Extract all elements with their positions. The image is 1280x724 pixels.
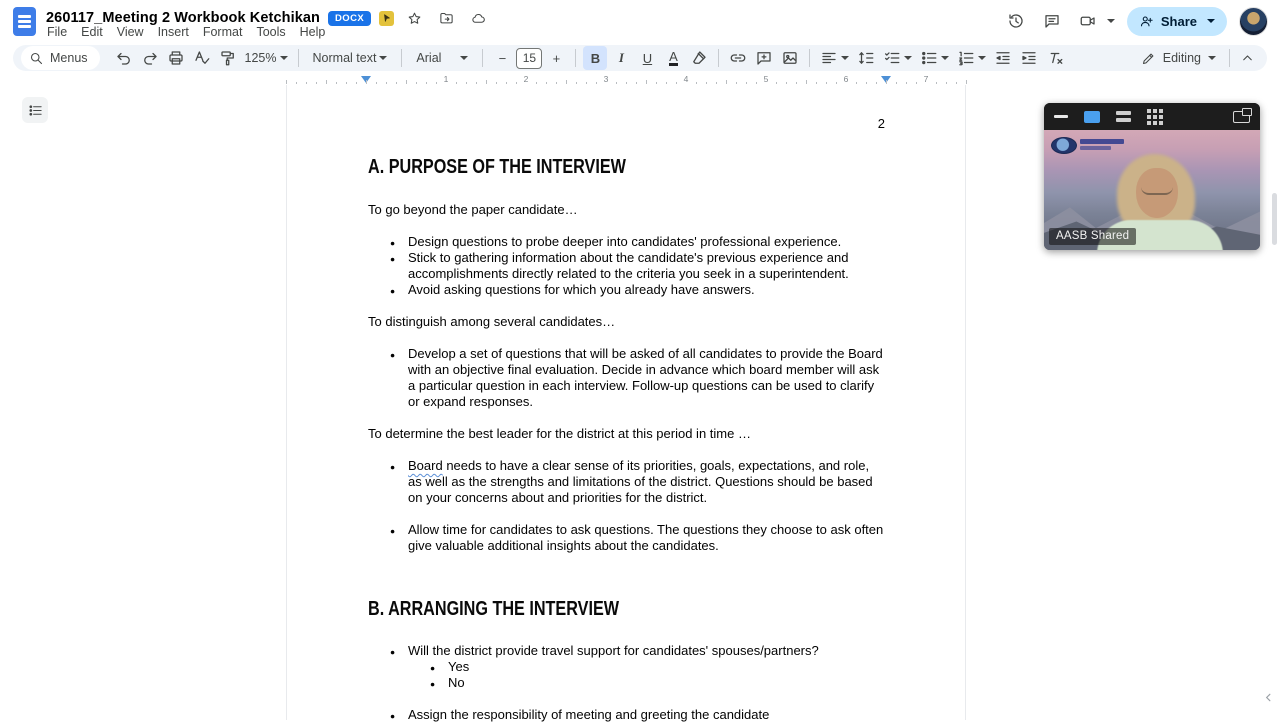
star-icon[interactable] (402, 6, 426, 30)
undo-button[interactable] (112, 46, 136, 70)
meet-video-icon[interactable] (1073, 6, 1103, 36)
version-history-icon[interactable] (1001, 6, 1031, 36)
ruler-number: 1 (443, 74, 449, 84)
video-call-overlay[interactable] (1044, 103, 1260, 250)
cloud-status-icon[interactable] (466, 6, 490, 30)
font-size-input[interactable] (516, 48, 542, 69)
popout-view-icon[interactable] (1233, 111, 1250, 123)
menus-search-button[interactable] (21, 46, 100, 70)
vertical-scrollbar-thumb[interactable] (1272, 193, 1277, 245)
hide-menus-button[interactable] (1235, 46, 1259, 70)
participant-name-label: AASB Shared (1049, 228, 1136, 245)
add-comment-button[interactable] (752, 46, 776, 70)
share-button[interactable] (1127, 7, 1227, 36)
spellcheck-flagged-word[interactable]: Board (408, 458, 443, 473)
menu-insert[interactable]: Insert (157, 25, 189, 39)
toolbar (13, 45, 1267, 71)
list-item: ● Assign the responsibility of meeting and greeting the candidate (368, 707, 885, 723)
style-caret-icon (379, 56, 387, 60)
list-item: ● Stick to gathering information about the candidate's previous experience and accomplishments directly related to the criteria you seek in a superintendent. (368, 250, 885, 282)
zoom-select[interactable]: 125% (242, 46, 291, 70)
intro-paragraph-2: To distinguish among several candidates… (368, 314, 616, 329)
gallery-view-icon[interactable] (1147, 109, 1163, 125)
list-item: ● Design questions to probe deeper into candidates' professional experience. (368, 234, 885, 250)
menu-help[interactable]: Help (299, 25, 326, 39)
bullet-list-1 (368, 234, 885, 298)
sub-list-item: ● Yes (408, 659, 885, 675)
redo-button[interactable] (138, 46, 162, 70)
menus-label: Menus (50, 51, 88, 65)
ruler-number: 2 (523, 74, 529, 84)
strip-view-icon[interactable] (1116, 111, 1131, 122)
spellcheck-button[interactable] (190, 46, 214, 70)
meet-caret-icon[interactable] (1107, 19, 1115, 23)
menu-edit[interactable]: Edit (81, 25, 103, 39)
sub-list-item: ● No (408, 675, 885, 691)
font-select[interactable]: Arial (409, 46, 475, 70)
ruler-number: 5 (763, 74, 769, 84)
menu-format[interactable]: Format (202, 25, 243, 39)
insert-image-button[interactable] (778, 46, 802, 70)
font-size-decrease-button[interactable]: − (498, 50, 507, 66)
pencil-icon (1141, 51, 1156, 66)
ruler-number: 3 (603, 74, 609, 84)
webcam-video[interactable] (1044, 130, 1260, 250)
doc-tabs-icon (28, 103, 43, 118)
menu-bar (40, 23, 332, 41)
collapse-panel-chevron-icon[interactable] (1263, 690, 1274, 708)
numbered-list-caret-icon (978, 56, 986, 60)
page-number: 2 (877, 116, 885, 131)
insert-link-button[interactable] (726, 46, 750, 70)
share-caret-icon[interactable] (1207, 19, 1215, 23)
share-label: Share (1160, 13, 1197, 29)
menu-tools[interactable]: Tools (256, 25, 286, 39)
minimize-icon[interactable] (1054, 115, 1068, 118)
list-item: ● Avoid asking questions for which you already have answers. (368, 282, 885, 298)
editing-caret-icon (1208, 56, 1216, 60)
bulleted-list-button[interactable] (917, 46, 952, 70)
increase-indent-button[interactable] (1017, 46, 1041, 70)
sub-bullet-list (408, 659, 885, 691)
horizontal-ruler[interactable] (0, 74, 1280, 85)
checklist-caret-icon (904, 56, 912, 60)
menu-view[interactable]: View (116, 25, 144, 39)
app-header (0, 0, 1280, 44)
cursor-badge-icon (379, 11, 394, 26)
list-item: ● Will the district provide travel support for candidates' spouses/partners? ● Yes ● No (368, 643, 885, 691)
speaker-view-icon[interactable] (1084, 111, 1100, 123)
document-title[interactable]: 260117_Meeting 2 Workbook Ketchikan (46, 10, 321, 26)
menu-file[interactable]: File (47, 25, 68, 39)
paint-format-button[interactable] (216, 46, 240, 70)
clear-formatting-button[interactable] (1043, 46, 1067, 70)
aasb-logo (1051, 137, 1124, 154)
ruler-number: 7 (923, 74, 929, 84)
list-item: ● Allow time for candidates to ask questions. The questions they choose to ask often give valuable additional insights about the candidates. (368, 522, 885, 554)
list-item: ● Board needs to have a clear sense of its priorities, goals, expectations, and role, as well as the strengths and limitations of the district. Questions should be based on your concerns about and priorities for the district. (368, 458, 885, 506)
checklist-button[interactable] (880, 46, 915, 70)
numbered-list-button[interactable] (954, 46, 989, 70)
account-avatar[interactable] (1239, 7, 1268, 36)
move-folder-icon[interactable] (434, 6, 458, 30)
ruler-number: 4 (683, 74, 689, 84)
text-color-button[interactable]: A (669, 49, 678, 64)
bullet-list-3 (368, 458, 885, 554)
line-spacing-button[interactable] (854, 46, 878, 70)
video-overlay-toolbar (1044, 103, 1260, 130)
ruler-number: 6 (843, 74, 849, 84)
align-caret-icon (841, 56, 849, 60)
paragraph-style-select[interactable]: Normal text (306, 46, 395, 70)
underline-button[interactable]: U (642, 50, 653, 66)
comments-icon[interactable] (1037, 6, 1067, 36)
bold-button[interactable]: B (583, 46, 607, 70)
section-a-heading: A. PURPOSE OF THE INTERVIEW (368, 155, 626, 178)
docx-badge: DOCX (328, 11, 371, 26)
bullet-list-b (368, 643, 885, 723)
editing-mode-button[interactable]: Editing (1133, 46, 1224, 70)
print-button[interactable] (164, 46, 188, 70)
decrease-indent-button[interactable] (991, 46, 1015, 70)
bullet-list-2 (368, 346, 885, 410)
search-icon (29, 51, 44, 66)
highlight-color-button[interactable] (687, 46, 711, 70)
list-item: ● Develop a set of questions that will be asked of all candidates to provide the Board with an objective final evaluation. Decide in advance which board member will ask a particular question in each interview. Follow-up questions can be used to clarify or expand responses. (368, 346, 885, 410)
section-b-heading: B. ARRANGING THE INTERVIEW (368, 597, 620, 620)
intro-paragraph-1: To go beyond the paper candidate… (368, 202, 578, 217)
document-page[interactable] (286, 85, 966, 720)
intro-paragraph-3: To determine the best leader for the district at this period in time … (368, 426, 751, 441)
font-size-increase-button[interactable]: + (552, 50, 561, 66)
italic-button[interactable]: I (618, 50, 624, 65)
google-docs-icon[interactable] (13, 7, 36, 36)
align-button[interactable] (817, 46, 852, 70)
font-caret-icon (460, 56, 468, 60)
bulleted-list-caret-icon (941, 56, 949, 60)
zoom-caret-icon (280, 56, 288, 60)
doc-tabs-button[interactable] (22, 97, 48, 123)
